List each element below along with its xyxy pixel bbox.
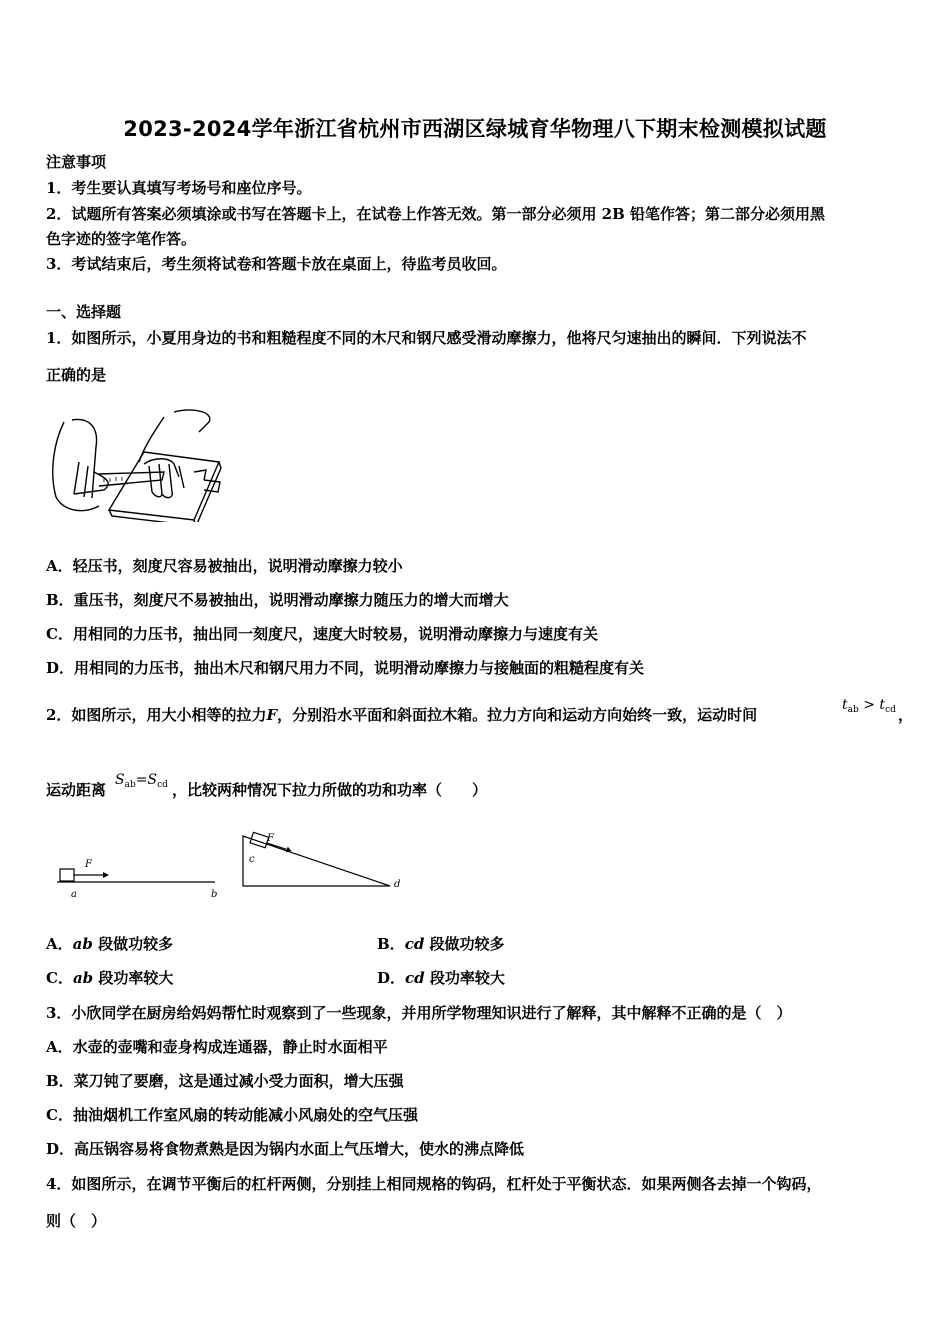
q2-option-a-var: ab (72, 935, 93, 953)
q2-fig-label-f1: F (85, 859, 92, 870)
q2-fig-label-b: b (211, 889, 218, 900)
q2-stem-text-2: ，分别沿水平面和斜面拉木箱。拉力方向和运动方向始终一致，运动时间 (277, 706, 758, 724)
notice-item-3: 3．考试结束后，考生须将试卷和答题卡放在桌面上，待监考员收回。 (46, 255, 507, 273)
q2-distance-symbol-1: S (115, 772, 125, 788)
notice-item-2-cont: 色字迹的签字笔作答。 (46, 230, 197, 248)
q2-option-d-prefix: D． (377, 969, 406, 987)
q2-option-d (377, 968, 505, 988)
q2-option-b-text: 段做功较多 (424, 935, 505, 953)
q2-fig-label-c: c (249, 854, 255, 865)
q2-sub-cd-2: cd (157, 780, 168, 790)
q3-stem: 3．小欣同学在厨房给妈妈帮忙时观察到了一些现象，并用所学物理知识进行了解释，其中解释不正确的是（ ） (46, 1004, 792, 1022)
q4-stem-cont: 则（ ） (46, 1212, 107, 1230)
q2-greater-than: > (858, 697, 880, 713)
q4-stem: 4．如图所示，在调节平衡后的杠杆两侧，分别挂上相同规格的钩码，杠杆处于平衡状态．如果两侧各去掉一个钩码， (46, 1175, 822, 1193)
q2-fig-label-a: a (71, 889, 77, 900)
notice-heading: 注意事项 (46, 153, 107, 171)
q1-stem: 1．如图所示，小夏用身边的书和粗糙程度不同的木尺和钢尺感受滑动摩擦力，他将尺匀速抽出的瞬间．下列说法不 (46, 329, 807, 347)
q2-fig-label-f2: F (267, 833, 274, 844)
q2-distance-symbol-2: S (147, 772, 158, 788)
q1-option-c: C．用相同的力压书，抽出同一刻度尺，速度大时较易，说明滑动摩擦力与速度有关 (46, 625, 598, 643)
q1-option-a: A．轻压书，刻度尺容易被抽出，说明滑动摩擦力较小 (46, 557, 403, 575)
q2-distance-relation (115, 770, 168, 795)
q1-option-b: B．重压书，刻度尺不易被抽出，说明滑动摩擦力随压力的增大而增大 (46, 591, 509, 609)
q2-time-relation (842, 695, 896, 720)
q2-option-c-var: ab (72, 969, 94, 987)
q2-sub-ab-1: ab (847, 705, 859, 715)
q2-option-a-text: 段做功较多 (92, 935, 174, 953)
q2-option-a (46, 934, 173, 954)
q2-stem-text-1: 2．如图所示，用大小相等的拉力 (46, 706, 267, 724)
q2-time-symbol-1: t (842, 697, 848, 713)
notice-item-2: 2．试题所有答案必须填涂或书写在答题卡上，在试卷上作答无效。第一部分必须用 2B 铅笔作答；第二部分必须用黑 (46, 205, 826, 223)
q2-time-symbol-2: t (879, 697, 886, 713)
q2-option-c-text: 段功率较大 (93, 969, 174, 987)
q2-figure-incline (235, 830, 410, 900)
q2-figure-horizontal-plane (55, 855, 225, 905)
notice-item-1: 1．考生要认真填写考场号和座位序号。 (46, 179, 312, 197)
q2-option-b-prefix: B． (377, 935, 405, 953)
q2-sub-cd-1: cd (885, 705, 896, 715)
q2-stem (46, 705, 757, 725)
q2-sub-ab-2: ab (124, 780, 136, 790)
q2-option-a-prefix: A． (46, 935, 73, 953)
q2-fig-label-d: d (394, 879, 401, 890)
q2-stem-end: ，比较两种情况下拉力所做的功和功率（ ） (172, 781, 488, 799)
q3-option-d: D．高压锅容易将食物煮熟是因为锅内水面上气压增大，使水的沸点降低 (46, 1140, 525, 1158)
q2-stem-cont (46, 780, 106, 800)
section-heading: 一、选择题 (46, 303, 122, 321)
q2-stem-text-3: 运动距离 (46, 781, 107, 799)
q1-figure-hands-book-ruler (44, 402, 224, 522)
q2-comma: ， (898, 706, 914, 724)
q1-option-d: D．用相同的力压书，抽出木尺和钢尺用力不同，说明滑动摩擦力与接触面的粗糙程度有关 (46, 659, 645, 677)
q2-force-symbol: F (266, 706, 278, 724)
q2-option-c-prefix: C． (46, 969, 73, 987)
q2-option-c (46, 968, 173, 988)
q2-equals: = (135, 772, 148, 788)
q3-option-b: B．菜刀钝了要磨，这是通过减小受力面积，增大压强 (46, 1072, 404, 1090)
q3-option-c: C．抽油烟机工作室风扇的转动能减小风扇处的空气压强 (46, 1106, 418, 1124)
q1-stem-cont: 正确的是 (46, 366, 107, 384)
q2-option-d-var: cd (405, 969, 425, 987)
q3-option-a: A．水壶的壶嘴和壶身构成连通器，静止时水面相平 (46, 1038, 388, 1056)
page-title: 2023-2024学年浙江省杭州市西湖区绿城育华物理八下期末检测模拟试题 (123, 117, 827, 141)
q2-option-b (377, 934, 505, 954)
q2-option-b-var: cd (404, 935, 425, 953)
q2-option-d-text: 段功率较大 (424, 969, 505, 987)
